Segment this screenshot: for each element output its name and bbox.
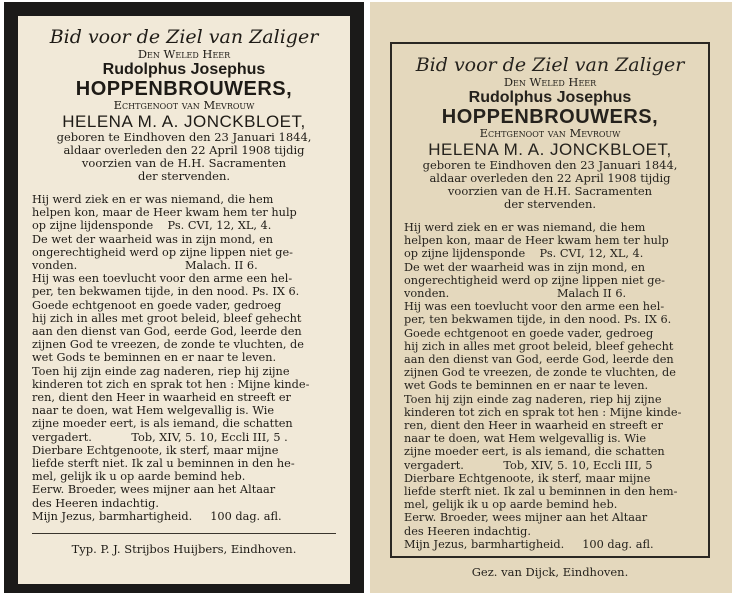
- body-line: vergadert. Tob, XIV, 5. 10, Eccli III, 5 .: [32, 430, 288, 444]
- body-line: per, ten bekwamen tijde, in den nood. Ps. IX 6.: [32, 285, 300, 299]
- body-line: Goede echtgenoot en goede vader, gedroeg: [404, 326, 654, 340]
- echtgenoot-line: Echtgenoot van Mevrouw: [479, 126, 621, 140]
- body-line: helpen kon, maar de Heer kwam hem ter hulp: [404, 234, 669, 248]
- death-line: aldaar overleden den 22 April 1908 tijdig: [429, 171, 671, 185]
- body-line: wet Gods te beminnen en er naar te leven.: [404, 379, 649, 393]
- birth-line: geboren te Eindhoven den 23 Januari 1844,: [422, 158, 678, 172]
- body-line: Mijn Jezus, barmhartigheid. 100 dag. afl.: [404, 537, 654, 551]
- body-line: mel, gelijk ik u op aarde bemind heb.: [404, 498, 618, 512]
- sacraments-line: voorzien van de H.H. Sacramenten: [81, 156, 287, 170]
- body-line: Toen hij zijn einde zag naderen, riep hij zijne: [32, 364, 290, 378]
- body-line: Hij was een toevlucht voor den arme een hel-: [404, 300, 665, 314]
- weled-heer-line: Den Weled Heer: [503, 75, 597, 89]
- echtgenoot-line: Echtgenoot van Mevrouw: [113, 98, 255, 112]
- body-line: vergadert. Tob, XIV, 5. 10, Eccli III, 5: [404, 458, 653, 472]
- right-card-body-text: [404, 221, 696, 551]
- body-line: zijnen God te vreezen, de zonde te vluchten, de: [32, 338, 304, 352]
- death-line: aldaar overleden den 22 April 1908 tijdig: [63, 143, 305, 157]
- left-printer-credit: Typ. P. J. Strijbos Huijbers, Eindhoven.: [71, 542, 297, 557]
- body-line: wet Gods te beminnen en er naar te leven.: [32, 351, 277, 365]
- body-line: helpen kon, maar de Heer kwam hem ter hulp: [32, 206, 297, 220]
- body-line: Eerw. Broeder, wees mijner aan het Altaar: [32, 483, 276, 497]
- body-line: Dierbare Echtgenoote, ik sterf, maar mijne: [404, 471, 651, 485]
- wife-name: HELENA M. A. JONCKBLOET,: [428, 140, 672, 159]
- body-line: zijne moeder eert, is als iemand, die schatten: [404, 445, 665, 459]
- body-line: mel, gelijk ik u op aarde bemind heb.: [32, 470, 246, 484]
- surname: HOPPENBROUWERS,: [441, 106, 659, 128]
- body-line: Eerw. Broeder, wees mijner aan het Altaar: [404, 511, 648, 525]
- body-line: naar te doen, wat Hem welgevallig is. Wie: [404, 432, 647, 446]
- divider-rule: [32, 533, 336, 534]
- body-line: aan den dienst van God, eerde God, leerde den: [404, 353, 674, 367]
- body-line: ongerechtigheid werd op zijne lippen niet ge-: [404, 273, 665, 287]
- sacraments-line: voorzien van de H.H. Sacramenten: [447, 184, 653, 198]
- first-names: Rudolphus Josephus: [468, 89, 632, 106]
- body-line: Hij werd ziek en er was niemand, die hem: [404, 221, 646, 234]
- surname: HOPPENBROUWERS,: [75, 78, 293, 100]
- body-line: Hij werd ziek en er was niemand, die hem: [32, 193, 274, 206]
- body-line: liefde sterft niet. Ik zal u beminnen in den he-: [32, 457, 295, 471]
- body-line: kinderen tot zich en sprak tot hen : Mijne kinde-: [404, 405, 682, 419]
- birth-line: geboren te Eindhoven den 23 Januari 1844,: [56, 130, 312, 144]
- body-line: hij zich in alles met groot beleid, bleef gehecht: [32, 311, 302, 325]
- body-line: aan den dienst van God, eerde God, leerde den: [32, 325, 302, 339]
- right-prayer-card: [370, 2, 732, 593]
- body-line: per, ten bekwamen tijde, in den nood. Ps. IX 6.: [404, 313, 672, 327]
- dying-line: der stervenden.: [137, 169, 231, 183]
- left-card-body-text: [32, 193, 336, 523]
- body-line: Toen hij zijn einde zag naderen, riep hij zijne: [404, 392, 662, 406]
- body-line: op zijne lijdensponde Ps. CVI, 12, XL, 4.: [32, 219, 272, 233]
- body-line: kinderen tot zich en sprak tot hen : Mijne kinde-: [32, 377, 310, 391]
- body-line: Goede echtgenoot en goede vader, gedroeg: [32, 298, 282, 312]
- card-title: Bid voor de Ziel van Zaliger: [49, 26, 319, 48]
- dying-line: der stervenden.: [503, 197, 597, 211]
- right-card-frame: [390, 42, 710, 558]
- body-line: des Heeren indachtig.: [32, 496, 159, 510]
- body-line: hij zich in alles met groot beleid, bleef gehecht: [404, 339, 674, 353]
- body-line: Dierbare Echtgenoote, ik sterf, maar mijne: [32, 443, 279, 457]
- card-title: Bid voor de Ziel van Zaliger: [415, 54, 685, 76]
- body-line: vonden. Malach. II 6.: [32, 259, 258, 273]
- body-line: op zijne lijdensponde Ps. CVI, 12, XL, 4.: [404, 247, 644, 261]
- left-card-paper: [18, 16, 350, 584]
- body-line: De wet der waarheid was in zijn mond, en: [32, 232, 274, 246]
- body-line: zijne moeder eert, is als iemand, die schatten: [32, 417, 293, 431]
- first-names: Rudolphus Josephus: [102, 61, 266, 78]
- body-line: vonden. Malach II 6.: [404, 287, 627, 301]
- body-line: liefde sterft niet. Ik zal u beminnen in den hem-: [404, 485, 678, 499]
- body-line: naar te doen, wat Hem welgevallig is. Wie: [32, 404, 275, 418]
- body-line: des Heeren indachtig.: [404, 524, 531, 538]
- body-line: ren, dient den Heer in waarheid en streeft er: [404, 419, 663, 433]
- body-line: Mijn Jezus, barmhartigheid. 100 dag. afl.: [32, 509, 282, 523]
- weled-heer-line: Den Weled Heer: [137, 47, 231, 61]
- body-line: zijnen God te vreezen, de zonde te vluchten, de: [404, 366, 676, 380]
- right-printer-credit: Gez. van Dijck, Eindhoven.: [471, 565, 629, 579]
- body-line: Hij was een toevlucht voor den arme een hel-: [32, 272, 293, 286]
- wife-name: HELENA M. A. JONCKBLOET,: [62, 112, 306, 131]
- left-prayer-card: [4, 2, 364, 593]
- body-line: ren, dient den Heer in waarheid en streeft er: [32, 391, 291, 405]
- body-line: ongerechtigheid werd op zijne lippen niet ge-: [32, 245, 293, 259]
- body-line: De wet der waarheid was in zijn mond, en: [404, 260, 646, 274]
